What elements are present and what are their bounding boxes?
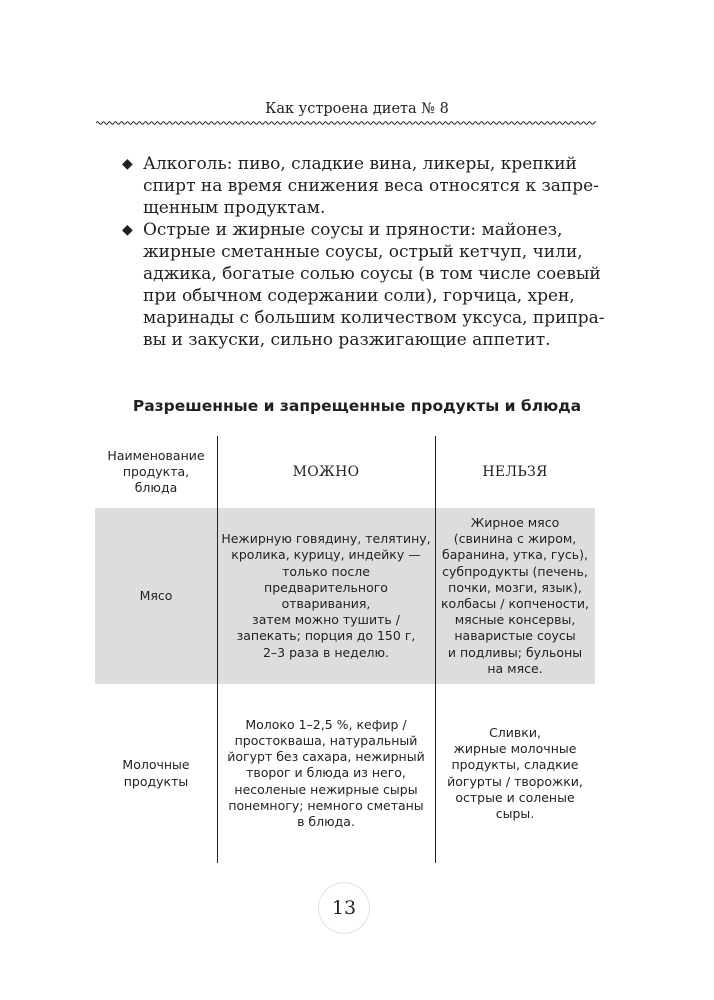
- forbidden-line: йогурты / творожки,: [447, 773, 583, 789]
- table-row-meat: [95, 508, 595, 684]
- allowed-line: простокваша, натуральный: [234, 732, 418, 748]
- page-number-badge: [319, 883, 369, 933]
- table-header-row: [95, 436, 595, 508]
- header-name-line: блюда: [134, 480, 178, 496]
- allowed-cell: [217, 508, 435, 684]
- running-head: Как устроена диета № 8: [265, 101, 449, 117]
- header-allowed-cell: [217, 436, 435, 508]
- forbidden-line: баранина, утка, гусь),: [442, 547, 588, 563]
- allowed-line: запекать; порция до 150 г,: [236, 628, 416, 644]
- row-name: Мясо: [139, 587, 173, 603]
- bullet-line: щенным продуктам.: [143, 198, 326, 218]
- allowed-line: творог и блюда из него,: [246, 765, 406, 781]
- header-forbidden: НЕЛЬЗЯ: [482, 463, 548, 480]
- forbidden-line: острые и соленые: [455, 789, 575, 805]
- forbidden-line: Жирное мясо: [470, 514, 560, 530]
- forbidden-line: мясные консервы,: [454, 612, 576, 628]
- bullet-line: аджика, богатые солью соусы (в том числе соевый: [143, 264, 601, 284]
- column-divider: [435, 436, 436, 863]
- bullet-line: спирт на время снижения веса относятся к запре-: [143, 176, 599, 196]
- allowed-line: Нежирную говядину, телятину,: [221, 531, 431, 547]
- allowed-line: предварительного: [264, 579, 388, 595]
- allowed-line: йогурт без сахара, нежирный: [227, 749, 425, 765]
- diamond-bullet-icon: ◆: [122, 156, 133, 172]
- allowed-cell: [217, 684, 435, 863]
- forbidden-line: субпродукты (печень,: [442, 563, 588, 579]
- allowed-line: только после: [282, 563, 370, 579]
- header-allowed: МОЖНО: [292, 463, 360, 480]
- column-divider: [217, 436, 218, 863]
- forbidden-line: жирные молочные: [453, 741, 577, 757]
- forbidden-line: наваристые соусы: [454, 628, 576, 644]
- allowed-line: в блюда.: [297, 814, 355, 829]
- bullet-line: Алкоголь: пиво, сладкие вина, ликеры, крепкий: [143, 154, 577, 174]
- table-title: Разрешенные и запрещенные продукты и блюда: [132, 397, 582, 415]
- row-name: Молочные: [122, 757, 190, 773]
- products-table: [95, 436, 595, 863]
- allowed-line: отваривания,: [281, 596, 371, 611]
- allowed-line: Молоко 1–2,5 %, кефир /: [245, 716, 407, 732]
- page-number: 13: [331, 897, 357, 919]
- header-name-line: продукта,: [122, 463, 190, 479]
- bullet-item-sauces: [121, 219, 621, 351]
- allowed-line: несоленые нежирные сыры: [234, 781, 418, 797]
- bullet-line: маринады с большим количеством уксуса, припра-: [143, 308, 605, 328]
- row-name-cell: [95, 508, 217, 684]
- row-name: продукты: [123, 773, 189, 789]
- bullet-line: при обычном содержании соли), горчица, хрен,: [143, 286, 575, 306]
- header-name-line: Наименование: [107, 447, 205, 463]
- forbidden-line: почки, мозги, язык),: [448, 579, 582, 595]
- bullet-list: [121, 153, 621, 351]
- allowed-line: затем можно тушить /: [252, 612, 400, 628]
- bullet-line: вы и закуски, сильно разжигающие аппетит.: [143, 330, 551, 350]
- table-row-dairy: [95, 684, 595, 863]
- bullet-item-alcohol: [121, 153, 621, 219]
- forbidden-line: Сливки,: [489, 724, 541, 740]
- row-name-cell: [95, 684, 217, 863]
- forbidden-line: продукты, сладкие: [451, 757, 579, 773]
- allowed-line: кролика, курицу, индейку —: [231, 547, 421, 563]
- allowed-line: 2–3 раза в неделю.: [262, 644, 389, 660]
- header-forbidden-cell: [435, 436, 595, 508]
- header-name-cell: [95, 436, 217, 508]
- diamond-bullet-icon: ◆: [122, 222, 133, 238]
- forbidden-cell: [435, 508, 595, 684]
- forbidden-line: сыры.: [495, 805, 535, 821]
- bullet-line: Острые и жирные соусы и пряности: майонез,: [143, 220, 563, 240]
- allowed-line: понемногу; немного сметаны: [228, 797, 424, 813]
- forbidden-line: на мясе.: [487, 660, 543, 676]
- forbidden-cell: [435, 684, 595, 863]
- forbidden-line: и подливы; бульоны: [447, 644, 583, 660]
- wavy-rule: [96, 120, 596, 126]
- forbidden-line: колбасы / копчености,: [441, 596, 589, 611]
- forbidden-line: (свинина с жиром,: [453, 531, 577, 547]
- bullet-line: жирные сметанные соусы, острый кетчуп, чили,: [143, 242, 583, 262]
